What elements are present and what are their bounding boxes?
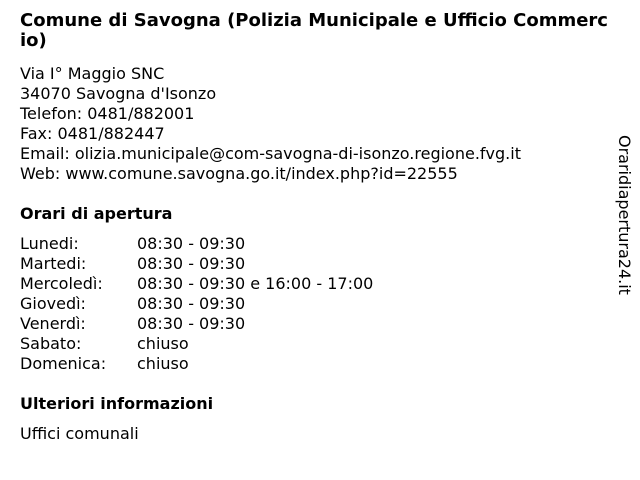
time-value: 08:30 - 09:30: [137, 314, 246, 333]
address-line: Via I° Maggio SNC: [20, 64, 165, 83]
page-title: Comune di Savogna (Polizia Municipale e Ufficio Commercio): [20, 10, 608, 51]
day-label: Venerdì:: [20, 314, 86, 333]
contact-details: [20, 64, 521, 184]
more-info-heading: Ulteriori informazioni: [20, 394, 214, 413]
web-line: Web: www.comune.savogna.go.it/index.php?id=22555: [20, 164, 458, 183]
time-value: 08:30 - 09:30 e 16:00 - 17:00: [137, 274, 374, 293]
day-label: Martedi:: [20, 254, 87, 273]
time-value: 08:30 - 09:30: [137, 294, 246, 313]
phone-line: Telefon: 0481/882001: [20, 104, 195, 123]
time-value: chiuso: [137, 334, 189, 353]
time-value: chiuso: [137, 354, 189, 373]
day-label: Sabato:: [20, 334, 82, 353]
email-line: Email: olizia.municipale@com-savogna-di-isonzo.regione.fvg.it: [20, 144, 521, 163]
day-label: Domenica:: [20, 354, 107, 373]
day-label: Mercoledì:: [20, 274, 103, 293]
city-line: 34070 Savogna d'Isonzo: [20, 84, 217, 103]
more-info-text: Uffici comunali: [20, 424, 139, 443]
site-watermark: Oraridiapertura24.it: [615, 135, 634, 295]
day-label: Lunedi:: [20, 234, 79, 253]
opening-hours-heading: Orari di apertura: [20, 204, 173, 223]
time-value: 08:30 - 09:30: [137, 254, 246, 273]
day-label: Giovedì:: [20, 294, 86, 313]
time-value: 08:30 - 09:30: [137, 234, 246, 253]
fax-line: Fax: 0481/882447: [20, 124, 165, 143]
